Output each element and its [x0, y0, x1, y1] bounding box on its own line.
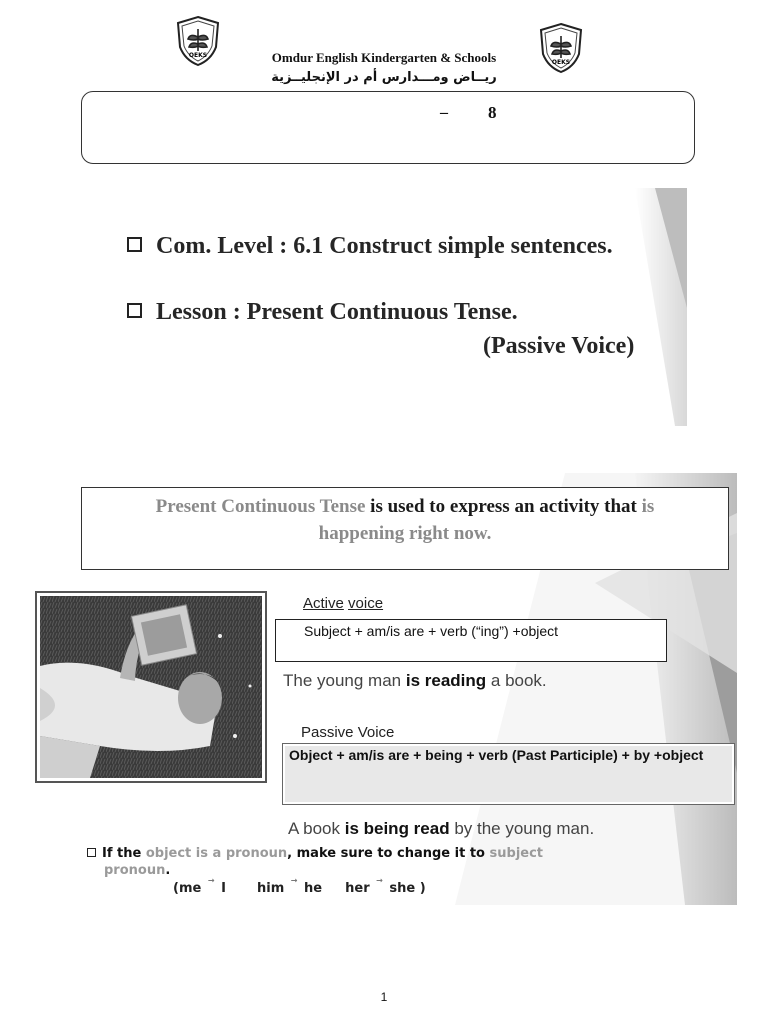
svg-text:OEKS: OEKS — [551, 59, 571, 66]
passive-example: A book is being read by the young man. — [288, 819, 595, 838]
pronoun-list — [173, 876, 426, 896]
pronoun-item: him — [256, 881, 285, 896]
checkbox-icon — [127, 303, 142, 318]
school-seal-right — [538, 22, 584, 74]
pronoun-item: (me — [173, 881, 202, 896]
passive-voice-label: Passive Voice — [301, 724, 395, 741]
checkbox-icon — [127, 237, 142, 252]
definition-box: Present Continuous Tense is used to express an activity that is happening right now. — [81, 487, 729, 570]
svg-text:OEKS: OEKS — [188, 52, 208, 59]
arrow-right-icon: → — [376, 876, 383, 885]
active-voice-label: Active voice — [303, 595, 384, 612]
checkbox-icon — [87, 848, 96, 857]
lesson-slide — [115, 188, 687, 426]
pronoun-note: If the object is a pronoun, make sure to change it to subject pronoun. — [87, 845, 543, 879]
pronoun-item: her — [345, 881, 370, 896]
page-number: 1 — [380, 990, 388, 1004]
pronoun-item: she ) — [389, 881, 426, 896]
title-box — [81, 91, 695, 164]
arrow-right-icon: → — [290, 876, 298, 885]
pronoun-item: he — [304, 881, 323, 896]
competency-line: Com. Level : 6.1 Construct simple sentences. — [127, 233, 613, 260]
active-example: The young man is reading a book. — [283, 671, 547, 690]
lesson-line: Lesson : Present Continuous Tense. — [127, 299, 518, 326]
title-number: 8 — [488, 103, 497, 122]
school-name-arabic: ريــاض ومـــدارس أم در الإنجليــزية — [271, 70, 497, 85]
lesson-subtitle: (Passive Voice) — [483, 333, 635, 359]
arrow-right-icon: → — [207, 876, 215, 885]
passive-formula-box: Object + am/is are + being + verb (Past Participle) + by +object — [282, 743, 735, 805]
pronoun-item: I — [221, 881, 226, 896]
title-dash: – — [440, 104, 448, 121]
school-name-english: Omdur English Kindergarten & Schools — [271, 50, 497, 65]
grammar-slide — [35, 473, 737, 905]
reading-man-photo — [35, 591, 267, 783]
active-formula-box: Subject + am/is are + verb (“ing”) +object — [275, 619, 667, 662]
